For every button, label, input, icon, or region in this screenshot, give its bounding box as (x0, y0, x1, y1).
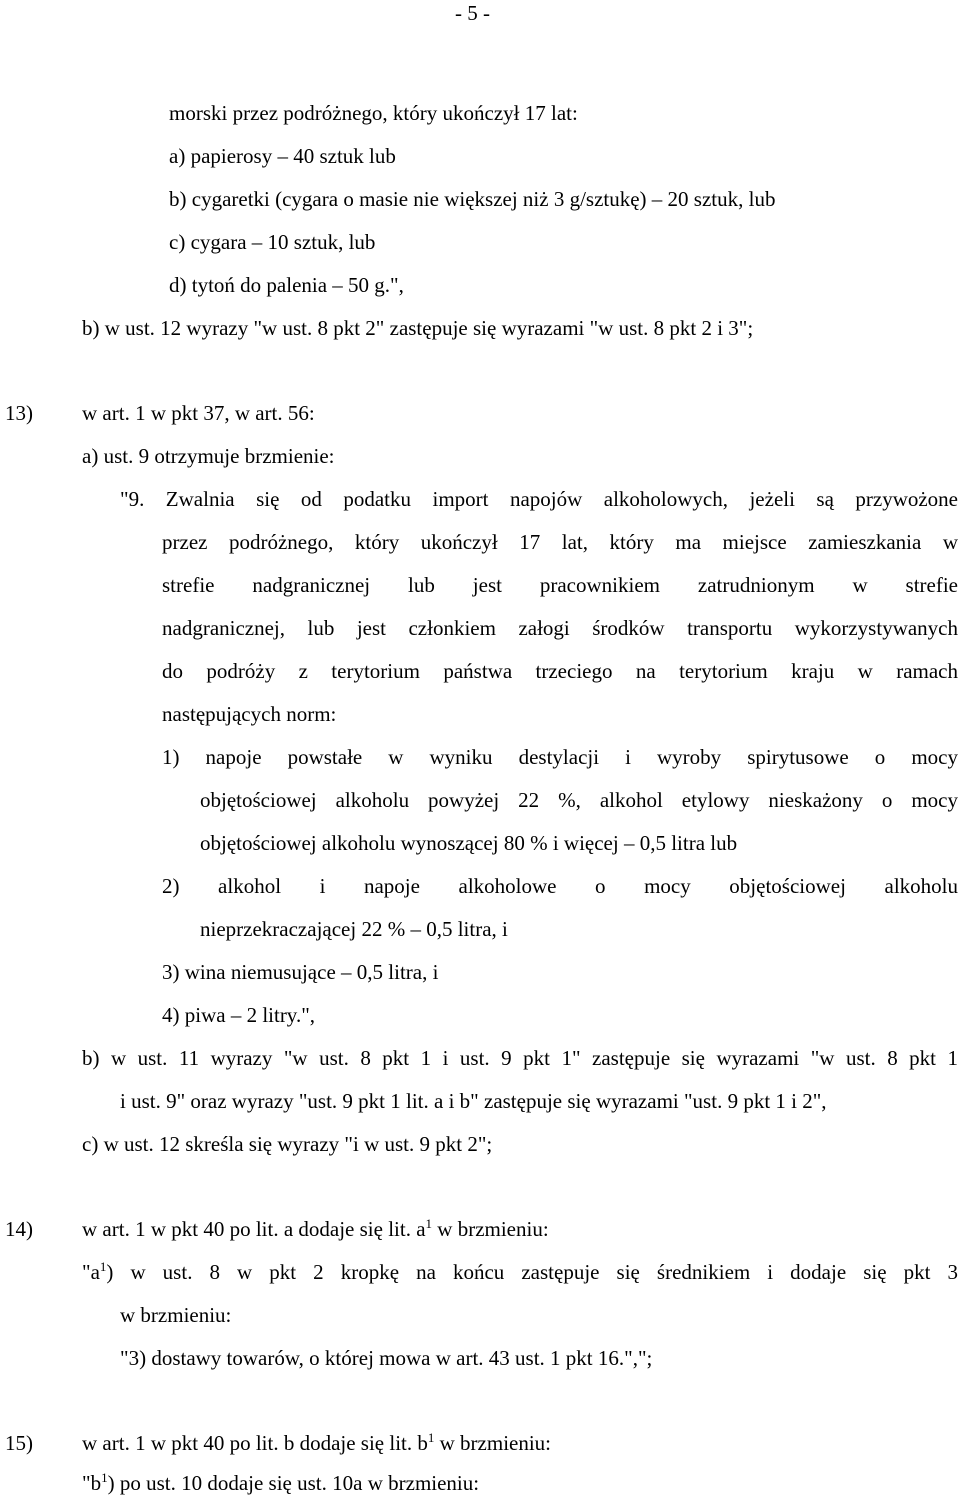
item-number: 13) (5, 401, 33, 425)
text-line: w art. 1 w pkt 37, w art. 56: (82, 401, 315, 425)
text-line: nieprzekraczającej 22 % – 0,5 litra, i (200, 917, 508, 941)
text-line: do podróży z terytorium państwa trzeciego na terytorium kraju w ramach (162, 659, 958, 683)
text-line: objętościowej alkoholu wynoszącej 80 % i więcej – 0,5 litra lub (200, 831, 738, 855)
text-line: następujących norm: (162, 702, 337, 726)
text-line: 3) wina niemusujące – 0,5 litra, i (162, 960, 439, 984)
text-line: a) ust. 9 otrzymuje brzmienie: (82, 444, 335, 468)
text-line: strefie nadgranicznej lub jest pracownikiem zatrudnionym w strefie (162, 573, 958, 597)
text-line: "3) dostawy towarów, o której mowa w art. 43 ust. 1 pkt 16.","; (120, 1346, 653, 1370)
text-line: nadgranicznej, lub jest członkiem załogi środków transportu wykorzystywanych (162, 616, 958, 640)
item-number: 15) (5, 1431, 33, 1455)
text-line: objętościowej alkoholu powyżej 22 %, alkohol etylowy nieskażony o mocy (200, 788, 958, 812)
text-line: b) w ust. 11 wyrazy "w ust. 8 pkt 1 i ust. 9 pkt 1" zastępuje się wyrazami "w ust. 8 pkt 1 (82, 1046, 958, 1070)
text-line: "9. Zwalnia się od podatku import napojów alkoholowych, jeżeli są przywożone (120, 487, 958, 511)
text-line: d) tytoń do palenia – 50 g.", (169, 273, 404, 297)
text-line: c) w ust. 12 skreśla się wyrazy "i w ust. 9 pkt 2"; (82, 1132, 493, 1156)
text-line: 4) piwa – 2 litry.", (162, 1003, 316, 1027)
text-line: "$b^1$) po ust. 10 dodaje się ust. 10a w brzmieniu: (82, 1470, 480, 1495)
text-line: a) papierosy – 40 sztuk lub (169, 144, 396, 168)
text-line: "$a^1$) w ust. 8 w pkt 2 kropkę na końcu zastępuje się średnikiem i dodaje się pkt 3 (82, 1259, 958, 1284)
text-line: w brzmieniu: (120, 1303, 232, 1327)
text-line: i ust. 9" oraz wyrazy "ust. 9 pkt 1 lit. a i b" zastępuje się wyrazami "ust. 9 pkt 1 i 2", (120, 1089, 827, 1113)
item-number: 14) (5, 1217, 33, 1241)
text-line: przez podróżnego, który ukończył 17 lat, który ma miejsce zamieszkania w (162, 530, 958, 554)
text-line: b) w ust. 12 wyrazy "w ust. 8 pkt 2" zastępuje się wyrazami "w ust. 8 pkt 2 i 3"; (82, 316, 754, 340)
page-number: - 5 - (455, 1, 490, 25)
text-line: morski przez podróżnego, który ukończył 17 lat: (169, 101, 578, 125)
text-line: w art. 1 w pkt 40 po lit. a dodaje się lit. $a^1$ w brzmieniu: (82, 1216, 549, 1241)
text-line: 2) alkohol i napoje alkoholowe o mocy objętościowej alkoholu (162, 874, 958, 898)
text-line: w art. 1 w pkt 40 po lit. b dodaje się lit. $b^1$ w brzmieniu: (82, 1430, 552, 1455)
text-line: c) cygara – 10 sztuk, lub (169, 230, 376, 254)
text-line: b) cygaretki (cygara o masie nie większej niż 3 g/sztukę) – 20 sztuk, lub (169, 187, 776, 211)
text-line: 1) napoje powstałe w wyniku destylacji i wyroby spirytusowe o mocy (162, 745, 958, 769)
